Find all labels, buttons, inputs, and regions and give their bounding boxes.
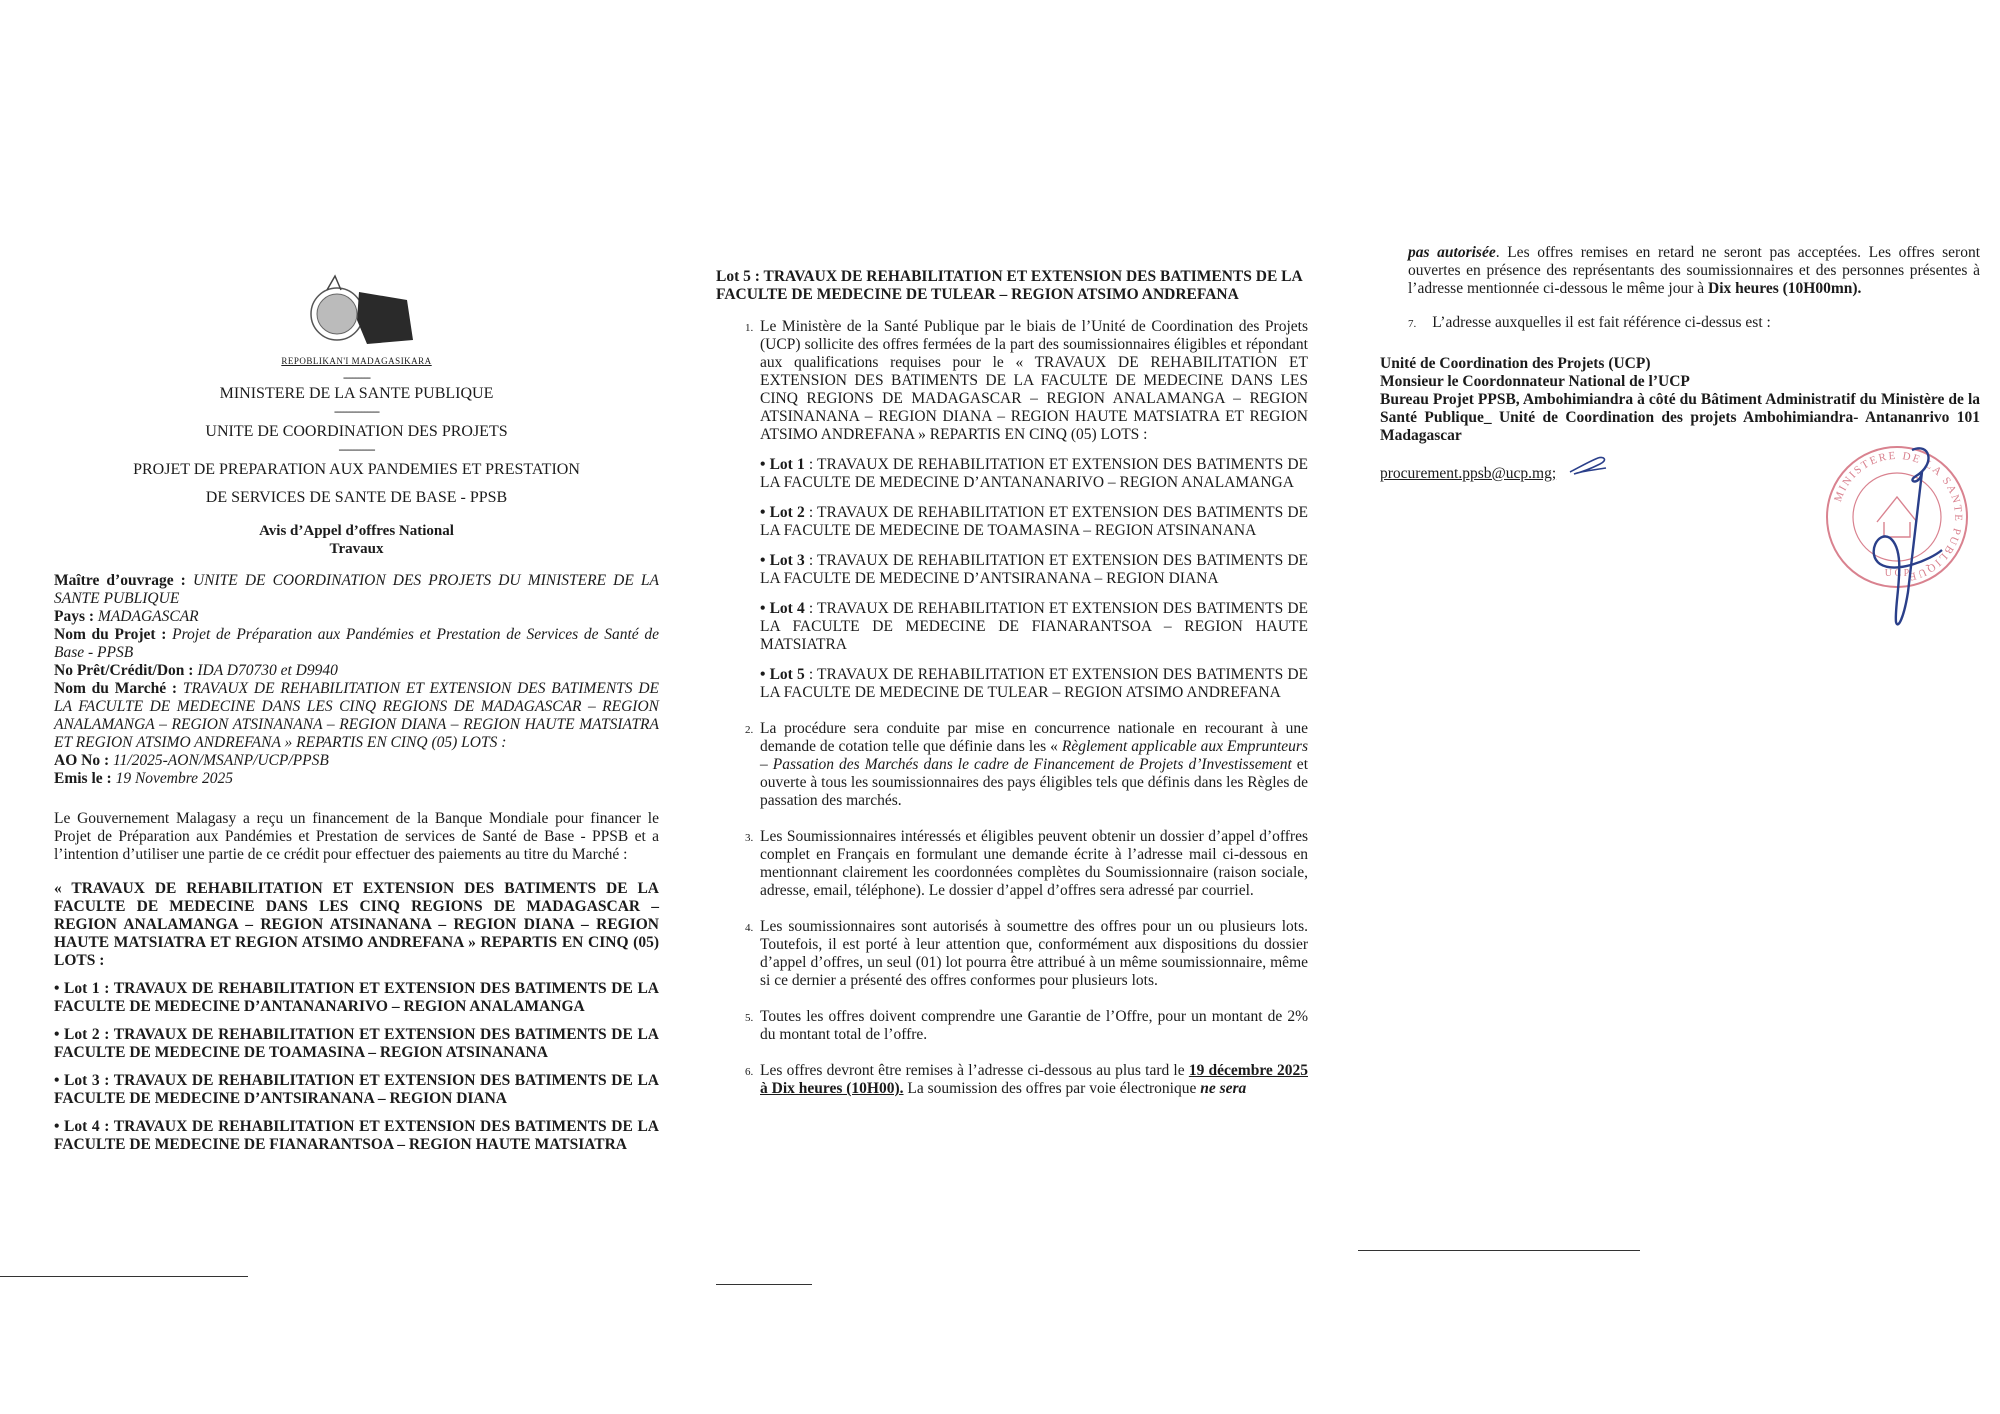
sublot-item	[760, 504, 1308, 540]
sublot-label: • Lot 4	[760, 600, 805, 617]
sublot-label: • Lot 5	[760, 666, 805, 683]
clause-3: 3. Les Soumissionnaires intéressés et éligibles peuvent obtenir un dossier d’appel d’offres complet en Français en formulant une demande écrite à l’adresse mail ci-dessous en mentionnant clairement les coordonnées complètes du Soumissionnaire (raison sociale, adresse, email, téléphone). Le dossier d’appel d’offres sera adressé par courriel.	[756, 828, 1308, 900]
clause-6-continued	[1380, 244, 1980, 298]
country-value: MADAGASCAR	[97, 608, 199, 625]
issued-value: 19 Novembre 2025	[115, 770, 233, 787]
address-line: Monsieur le Coordonnateur National de l’UCP	[1380, 373, 1690, 390]
clause-6-text-end: La soumission des offres par voie électronique	[903, 1080, 1201, 1097]
project-label: Nom du Projet :	[54, 626, 173, 643]
country-row	[54, 608, 659, 626]
email-link[interactable]: procurement.ppsb@ucp.mg;	[1380, 465, 1557, 482]
national-emblem-icon	[297, 270, 417, 354]
ao-row	[54, 752, 659, 770]
sublot-text: : TRAVAUX DE REHABILITATION ET EXTENSION DES BATIMENTS DE LA FACULTE DE MEDECINE DE TULEAR – REGION ATSIMO ANDREFANA	[760, 666, 1308, 701]
project-value: Projet de Préparation aux Pandémies et Prestation de Services de Santé de Base - PPSB	[54, 626, 659, 661]
country-label: Pays :	[54, 608, 98, 625]
continued-text: . Les offres remises en retard ne seront pas acceptées. Les offres seront ouvertes en présence des représentants des soumissionnaires et des personnes présentes à l’adresse mentionnée ci-dessous le même jour à	[1408, 244, 1980, 297]
owner-row	[54, 572, 659, 608]
ministry-title: MINISTERE DE LA SANTE PUBLIQUE	[219, 385, 494, 402]
sublot-label: • Lot 3	[760, 552, 805, 569]
clause-7-number: 7.	[1408, 318, 1417, 330]
project-title-line1: PROJET DE PREPARATION AUX PANDEMIES ET PRESTATION	[133, 461, 580, 478]
clause-2-text-end: et ouverte à tous les soumissionnaires des pays éligibles tels que définis dans les Règles de passation des marchés.	[760, 756, 1308, 809]
address-line: Bureau Projet PPSB, Ambohimiandra à côté du Bâtiment Administratif du Ministère de la Santé Publique_ Unité de Coordination des projets Ambohimiandra- Antananrivo 101 Madagascar	[1380, 391, 1980, 444]
loan-row	[54, 662, 659, 680]
market-label: Nom du Marché :	[54, 680, 183, 697]
separator: ---------------	[334, 404, 379, 418]
clause-2-reference: Règlement applicable aux Emprunteurs – Passation des Marchés dans le cadre de Financement de Projets d’Investissement	[760, 738, 1308, 773]
sublot-label: • Lot 1	[760, 456, 805, 473]
lot-item: • Lot 3 : TRAVAUX DE REHABILITATION ET EXTENSION DES BATIMENTS DE LA FACULTE DE MEDECINE D’ANTSIRANANA – REGION DIANA	[54, 1071, 659, 1107]
owner-label: Maître d’ouvrage :	[54, 572, 193, 589]
clause-7-text: L’adresse auxquelles il est fait référence ci-dessus est :	[1432, 314, 1771, 331]
divider	[716, 1284, 812, 1285]
market-title-bold: « TRAVAUX DE REHABILITATION ET EXTENSION DES BATIMENTS DE LA FACULTE DE MEDECINE DANS LES CINQ REGIONS DE MADAGASCAR – REGION ANALAMANGA – REGION ATSINANANA – REGION DIANA – REGION HAUTE MATSIATRA ET REGION ATSIMO ANDREFANA » REPARTIS EN CINQ (05) LOTS :	[54, 879, 659, 969]
address-line: Unité de Coordination des Projets (UCP)	[1380, 355, 1651, 372]
handwritten-signature-icon	[1850, 442, 1960, 632]
market-row	[54, 680, 659, 752]
lot-item: • Lot 2 : TRAVAUX DE REHABILITATION ET EXTENSION DES BATIMENTS DE LA FACULTE DE MEDECINE DE TOAMASINA – REGION ATSINANANA	[54, 1025, 659, 1061]
sublot-text: : TRAVAUX DE REHABILITATION ET EXTENSION DES BATIMENTS DE LA FACULTE DE MEDECINE DE TOAMASINA – REGION ATSINANANA	[760, 504, 1308, 539]
ao-label: AO No :	[54, 752, 113, 769]
initials-signature-icon	[1568, 454, 1610, 476]
address-block	[1380, 355, 1980, 445]
project-title-line2: DE SERVICES DE SANTE DE BASE - PPSB	[205, 489, 508, 506]
sublot-text: : TRAVAUX DE REHABILITATION ET EXTENSION DES BATIMENTS DE LA FACULTE DE MEDECINE D’ANTSIRANANA – REGION DIANA	[760, 552, 1308, 587]
loan-label: No Prêt/Crédit/Don :	[54, 662, 198, 679]
clause-6-italic: ne sera	[1200, 1080, 1247, 1097]
column-left	[54, 270, 659, 1154]
issued-row	[54, 770, 659, 788]
numbered-clauses	[716, 318, 1308, 1098]
market-value: TRAVAUX DE REHABILITATION ET EXTENSION DES BATIMENTS DE LA FACULTE DE MEDECINE DANS LES CINQ REGIONS DE MADAGASCAR – REGION ANALAMANGA – REGION ATSINANANA – REGION DIANA – REGION HAUTE MATSIATRA ET REGION ATSIMO ANDREFANA » REPARTIS EN CINQ (05) LOTS :	[54, 680, 659, 751]
notice-title: Avis d’Appel d’offres National	[259, 523, 454, 539]
emblem-caption: REPOBLIKAN'I MADAGASIKARA	[281, 356, 432, 366]
unit-title: UNITE DE COORDINATION DES PROJETS	[205, 423, 508, 440]
clause-6	[756, 1062, 1308, 1098]
clause-7	[1380, 314, 1980, 333]
clause-5: 5. Toutes les offres doivent comprendre une Garantie de l’Offre, pour un montant de 2% du montant total de l’offre.	[756, 1008, 1308, 1044]
ao-value: 11/2025-AON/MSANP/UCP/PPSB	[112, 752, 329, 769]
clause-4: 4. Les soumissionnaires sont autorisés à soumettre des offres pour un ou plusieurs lots. Toutefois, il est porté à leur attention que, conformément aux dispositions du dossier d’appel d’offres, un seul (01) lot pourra être attribué à un même soumissionnaire, même si ce dernier a présenté des offres conformes pour plusieurs lots.	[756, 918, 1308, 990]
project-row	[54, 626, 659, 662]
separator: ---------	[343, 370, 370, 384]
owner-value: UNITE DE COORDINATION DES PROJETS DU MINISTERE DE LA SANTE PUBLIQUE	[54, 572, 659, 607]
clause-1-text: Le Ministère de la Santé Publique par le biais de l’Unité de Coordination des Projets (UCP) sollicite des offres fermées de la part des soumissionnaires éligibles et répondant aux qualifications requises pour le « TRAVAUX DE REHABILITATION ET EXTENSION DES BATIMENTS DE LA FACULTE DE MEDECINE DANS LES CINQ REGIONS DE MADAGASCAR – REGION ANALAMANGA – REGION ATSINANANA – REGION DIANA – REGION HAUTE MATSIATRA ET REGION ATSIMO ANDREFANA » REPARTIS EN CINQ (05) LOTS :	[760, 318, 1308, 443]
sublot-item	[760, 600, 1308, 654]
sublot-text: : TRAVAUX DE REHABILITATION ET EXTENSION DES BATIMENTS DE LA FACULTE DE MEDECINE D’ANTANANARIVO – REGION ANALAMANGA	[760, 456, 1308, 491]
divider	[1358, 1250, 1640, 1251]
stamp-bottom-text: U C P	[1884, 568, 1910, 579]
notice-type: Travaux	[329, 541, 384, 557]
column-middle	[716, 268, 1308, 1116]
divider	[0, 1276, 248, 1277]
sublot-text: : TRAVAUX DE REHABILITATION ET EXTENSION DES BATIMENTS DE LA FACULTE DE MEDECINE DE FIANARANTSOA – REGION HAUTE MATSIATRA	[760, 600, 1308, 653]
clause-1	[756, 318, 1308, 702]
lot-item: • Lot 4 : TRAVAUX DE REHABILITATION ET EXTENSION DES BATIMENTS DE LA FACULTE DE MEDECINE DE FIANARANTSOA – REGION HAUTE MATSIATRA	[54, 1117, 659, 1153]
notice-metadata	[54, 572, 659, 788]
deadline-date: 19 décembre 2025 à Dix heures (10H00).	[760, 1062, 1308, 1097]
lot-item: • Lot 1 : TRAVAUX DE REHABILITATION ET EXTENSION DES BATIMENTS DE LA FACULTE DE MEDECINE D’ANTANANARIVO – REGION ANALAMANGA	[54, 979, 659, 1015]
issued-label: Emis le :	[54, 770, 116, 787]
clause-2-text: La procédure sera conduite par mise en concurrence nationale en recourant à une demande de cotation telle que définie dans les «	[760, 720, 1308, 755]
sublot-label: • Lot 2	[760, 504, 805, 521]
opening-time: Dix heures (10H00mn).	[1708, 280, 1862, 297]
stamp-text: MINISTERE DE LA SANTE PUBLIQUE	[1832, 449, 1965, 584]
clause-6-text: Les offres devront être remises à l’adresse ci-dessous au plus tard le	[760, 1062, 1189, 1079]
sublot-item	[760, 552, 1308, 588]
intro-paragraph: Le Gouvernement Malagasy a reçu un financement de la Banque Mondiale pour financer le Projet de Préparation aux Pandémies et Prestation de services de Santé de Base - PPSB et a l’intention d’utiliser une partie de ce crédit pour effectuer des paiements au titre du Marché :	[54, 810, 659, 863]
not-authorized-text: pas autorisée	[1408, 244, 1496, 261]
lot5-heading: Lot 5 : TRAVAUX DE REHABILITATION ET EXTENSION DES BATIMENTS DE LA FACULTE DE MEDECINE DE TULEAR – REGION ATSIMO ANDREFANA	[716, 268, 1302, 303]
separator: ------------	[338, 442, 375, 456]
sublot-item	[760, 666, 1308, 702]
sublot-item	[760, 456, 1308, 492]
clause-2	[756, 720, 1308, 810]
loan-value: IDA D70730 et D9940	[197, 662, 338, 679]
